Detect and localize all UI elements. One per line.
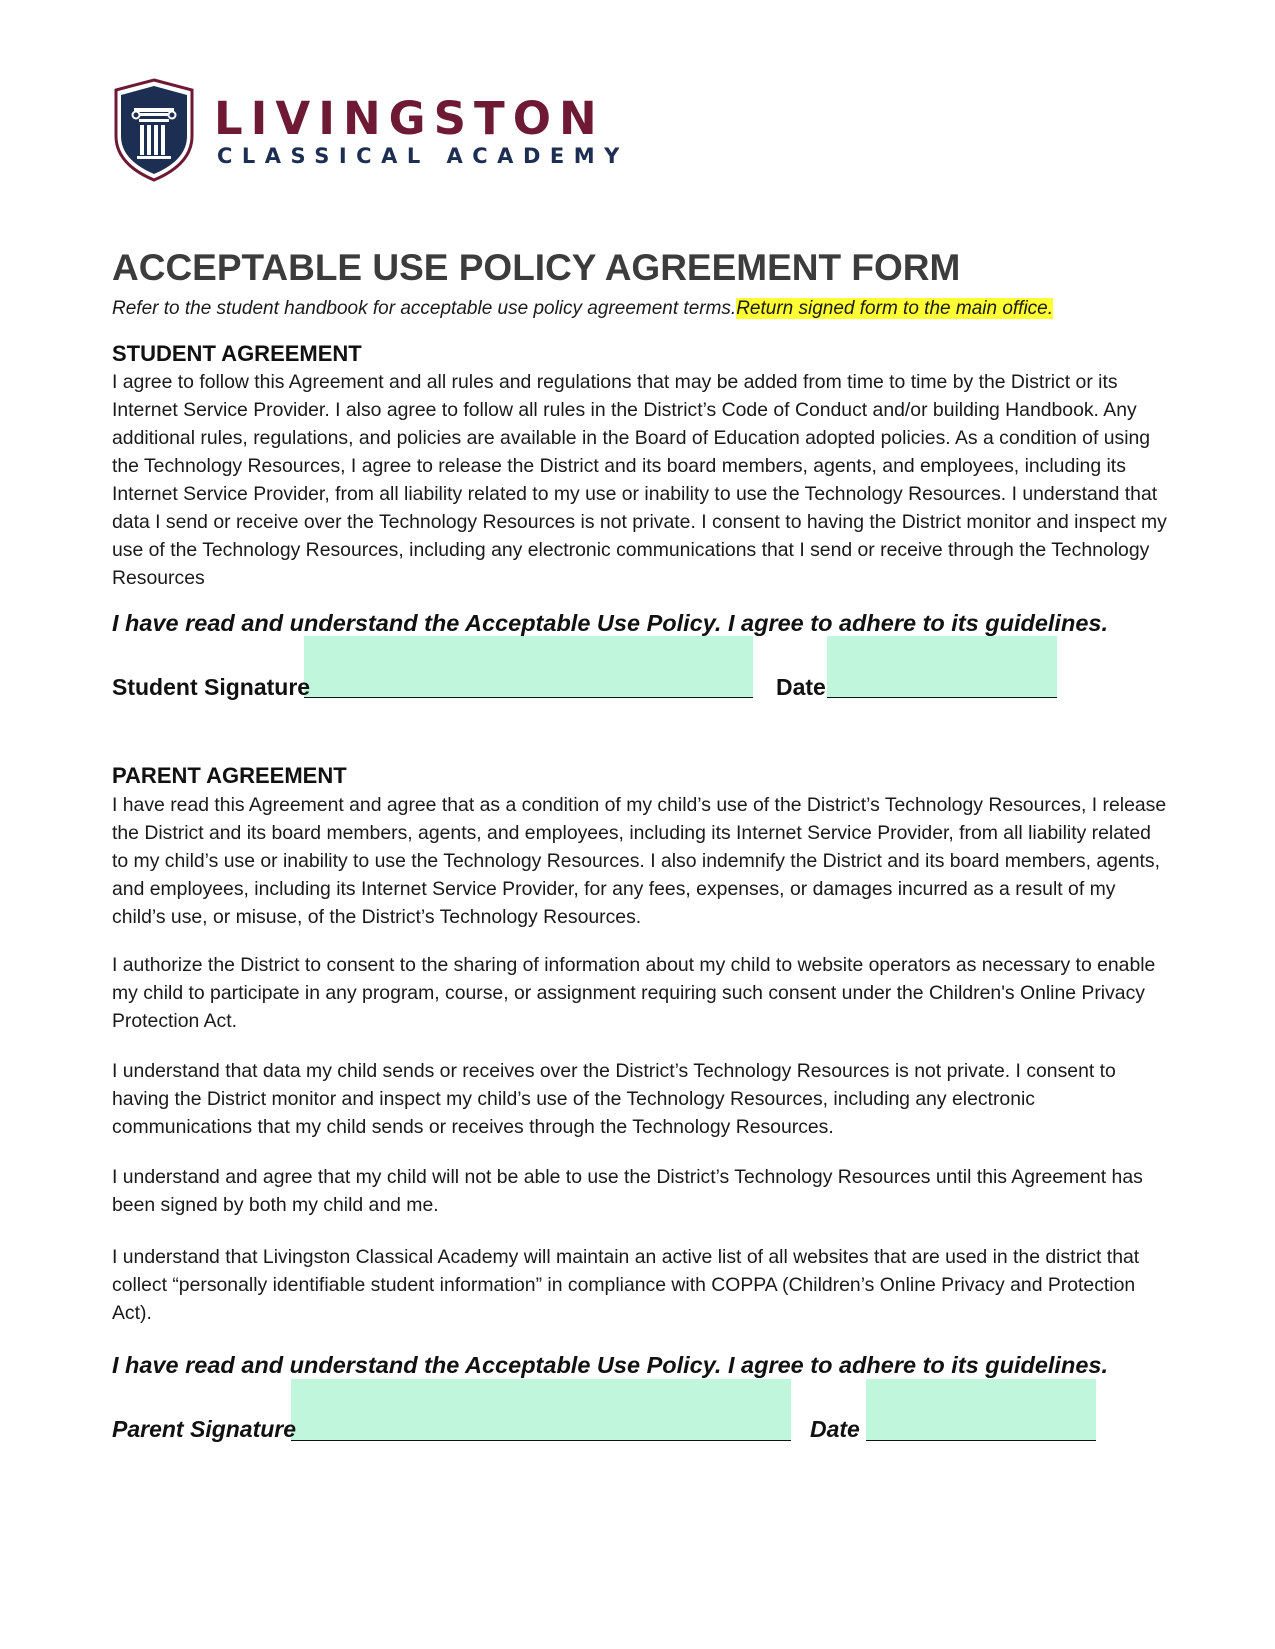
parent-date-field[interactable] <box>866 1379 1096 1441</box>
parent-date-label: Date <box>810 1416 860 1442</box>
column-shield-icon <box>112 78 196 182</box>
parent-signature-label: Parent Signature <box>112 1416 297 1442</box>
parent-paragraph-1: I have read this Agreement and agree that as a condition of my child’s use of the District’s Technology Resources, I release the District and its board members, agents, and employees, including its Internet Service Provider, from all liability related to my child’s use or inability to use the Technology Resources. I also indemnify the District and its board members, agents, and employees, including its Internet Service Provider, for any fees, expenses, or damages incurred as a result of my child’s use, or misuse, of the District’s Technology Resources. <box>112 794 1167 928</box>
parent-signature-line <box>291 1440 791 1441</box>
subtitle-text: Refer to the student handbook for acceptable use policy agreement terms. <box>112 298 737 319</box>
subtitle <box>112 296 1053 322</box>
subtitle-highlight: Return signed form to the main office. <box>736 298 1054 319</box>
parent-agreement-heading: PARENT AGREEMENT <box>112 763 347 788</box>
student-agreement-heading: STUDENT AGREEMENT <box>112 341 362 366</box>
parent-paragraph-5: I understand that Livingston Classical Academy will maintain an active list of all websites that are used in the district that collect “personally identifiable student information” in compliance with COPPA (Children’s Online Privacy and Protection Act). <box>112 1246 1140 1324</box>
logo-name: LIVINGSTON <box>214 92 605 145</box>
parent-paragraph-3: I understand that data my child sends or receives over the District’s Technology Resources is not private. I consent to having the District monitor and inspect my child’s use of the Technology Resources, including any electronic communications that my child sends or receives through the Technology Resources. <box>112 1060 1116 1138</box>
student-signature-line <box>304 697 753 698</box>
logo-subname: CLASSICAL ACADEMY <box>217 144 629 168</box>
school-logo <box>112 76 629 184</box>
student-date-line <box>827 697 1057 698</box>
student-signature-field[interactable] <box>304 636 753 697</box>
student-agreement-body: I agree to follow this Agreement and all rules and regulations that may be added from time to time by the District or its Internet Service Provider. I also agree to follow all rules in the District’s Code of Conduct and/or building Handbook. Any additional rules, regulations, and policies are available in the Board of Education adopted policies. As a condition of using the Technology Resources, I agree to release the District and its board members, agents, and employees, including its Internet Service Provider, from all liability related to my use or inability to use the Technology Resources. I understand that data I send or receive over the Technology Resources is not private. I consent to having the District monitor and inspect my use of the Technology Resources, including any electronic communications that I send or receive through the Technology Resources <box>112 371 1167 589</box>
student-signature-label: Student Signature <box>112 674 311 700</box>
student-date-label: Date <box>776 674 826 700</box>
student-statement: I have read and understand the Acceptable Use Policy. I agree to adhere to its guidelines. <box>112 610 1108 636</box>
page-title: ACCEPTABLE USE POLICY AGREEMENT FORM <box>112 247 961 288</box>
parent-paragraph-4: I understand and agree that my child will not be able to use the District’s Technology Resources until this Agreement has been signed by both my child and me. <box>112 1166 1143 1216</box>
parent-date-line <box>866 1440 1096 1441</box>
parent-statement: I have read and understand the Acceptable Use Policy. I agree to adhere to its guidelines. <box>112 1352 1108 1378</box>
student-date-field[interactable] <box>827 636 1057 697</box>
parent-paragraph-2: I authorize the District to consent to the sharing of information about my child to website operators as necessary to enable my child to participate in any program, course, or assignment requiring such consent under the Children's Online Privacy Protection Act. <box>112 954 1156 1032</box>
parent-signature-field[interactable] <box>291 1379 791 1441</box>
